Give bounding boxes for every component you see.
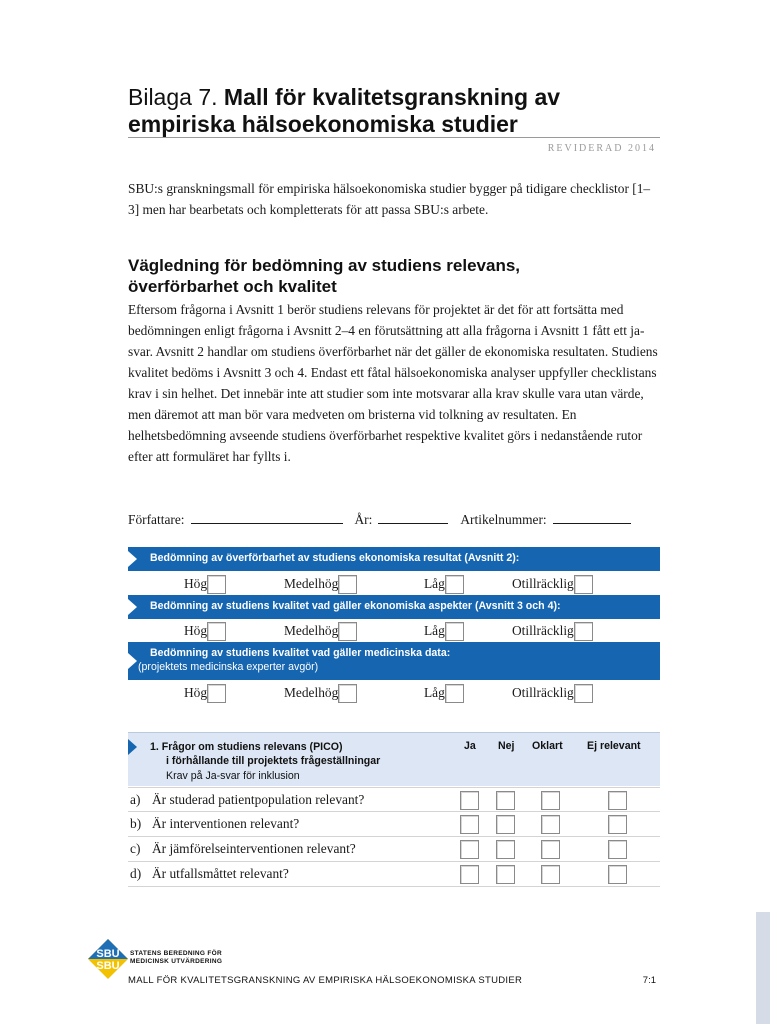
article-number-label: Artikelnummer:	[460, 512, 547, 527]
chevron-right-icon	[128, 595, 140, 619]
rating-checkbox-medium-high[interactable]	[338, 575, 357, 594]
rating-label-low: Låg	[424, 623, 445, 638]
chevron-right-icon	[128, 547, 140, 571]
rating-label-low: Låg	[424, 685, 445, 700]
year-label: År:	[354, 512, 373, 527]
section1-title-line2: i förhållande till projektets frågeställningar	[166, 755, 381, 767]
answer-checkbox-unclear[interactable]	[541, 815, 560, 834]
chevron-right-icon	[128, 733, 140, 761]
rating-checkbox-medium-high[interactable]	[338, 622, 357, 641]
author-label: Författare:	[128, 512, 185, 527]
chevron-right-icon	[128, 642, 140, 680]
side-tab	[756, 912, 770, 1024]
rating-label-medium-high: Medelhög	[284, 623, 339, 638]
rating-label-high: Hög	[184, 685, 208, 700]
sbu-logo	[87, 938, 129, 980]
assessment-title: Bedömning av studiens kvalitet vad gäller medicinska data:	[150, 647, 451, 659]
article-number-field[interactable]	[553, 512, 631, 524]
question-row-c	[128, 837, 660, 862]
answer-checkbox-unclear[interactable]	[541, 840, 560, 859]
answer-checkbox-unclear[interactable]	[541, 791, 560, 810]
rating-checkbox-high[interactable]	[207, 684, 226, 703]
rating-label-insufficient: Otillräcklig	[512, 576, 574, 591]
rating-checkbox-insufficient[interactable]	[574, 622, 593, 641]
year-field[interactable]	[378, 512, 448, 524]
intro-paragraph: SBU:s granskningsmall för empiriska hälsoekonomiska studier bygger på tidigare checklistor [1–3] men har bearbetats och kompletterats för att passa SBU:s arbete.	[128, 181, 651, 217]
logo-text-reflection: SBU	[96, 960, 120, 972]
answer-checkbox-no[interactable]	[496, 840, 515, 859]
question-text: Är studerad patientpopulation relevant?	[152, 792, 365, 807]
question-letter: b)	[130, 816, 142, 831]
section1-title	[150, 740, 380, 768]
section1-subtitle: Krav på Ja-svar för inklusion	[166, 770, 300, 782]
rating-row-medical-quality	[128, 681, 660, 707]
assessment-band-transferability	[128, 547, 660, 571]
answer-checkbox-not-relevant[interactable]	[608, 815, 627, 834]
footer-page-number: 7:1	[642, 975, 656, 986]
answer-checkbox-no[interactable]	[496, 791, 515, 810]
guidance-heading: Vägledning för bedömning av studiens relevans, överförbarhet och kvalitet	[128, 256, 521, 296]
logo-text: SBU	[96, 948, 120, 960]
rating-checkbox-high[interactable]	[207, 622, 226, 641]
answer-checkbox-unclear[interactable]	[541, 865, 560, 884]
section1-header	[128, 732, 660, 786]
answer-checkbox-yes[interactable]	[460, 840, 479, 859]
question-letter: c)	[130, 841, 141, 856]
answer-checkbox-yes[interactable]	[460, 815, 479, 834]
answer-checkbox-no[interactable]	[496, 815, 515, 834]
author-field[interactable]	[191, 512, 343, 524]
rating-checkbox-high[interactable]	[207, 575, 226, 594]
footer-org-line1: STATENS BEREDNING FÖR	[130, 950, 223, 957]
assessment-title: Bedömning av överförbarhet av studiens ekonomiska resultat (Avsnitt 2):	[150, 552, 520, 564]
rating-checkbox-insufficient[interactable]	[574, 575, 593, 594]
assessment-band-medical-quality	[128, 642, 660, 680]
rating-label-insufficient: Otillräcklig	[512, 623, 574, 638]
assessment-subtitle: (projektets medicinska experter avgör)	[138, 661, 319, 673]
title-prefix: Bilaga 7.	[128, 84, 218, 110]
column-header-yes: Ja	[464, 740, 476, 752]
rating-checkbox-low[interactable]	[445, 684, 464, 703]
question-text: Är interventionen relevant?	[152, 816, 300, 831]
rating-label-insufficient: Otillräcklig	[512, 685, 574, 700]
answer-checkbox-not-relevant[interactable]	[608, 791, 627, 810]
section1-title-line1: 1. Frågor om studiens relevans (PICO)	[150, 741, 343, 753]
rating-label-medium-high: Medelhög	[284, 685, 339, 700]
question-text: Är jämförelseinterventionen relevant?	[152, 841, 356, 856]
question-text: Är utfallsmåttet relevant?	[152, 866, 289, 881]
guidance-body: Eftersom frågorna i Avsnitt 1 berör studiens relevans för projektet är det för att fortsätta med bedömningen enligt frågorna i Avsnitt 2–4 en förutsättning att alla frågorna i Avsnitt 1 fått ett ja-svar. Avsnitt 2 handlar om studiens överförbarhet när det gäller de ekonomiska resultaten. Studiens kvalitet bedöms i Avsnitt 3 och 4. Endast ett fåtal hälsoekonomiska analyser uppfyller checklistans krav i sin helhet. Det innebär inte att studier som inte motsvarar alla krav skulle vara utan värde, men däremot att man bör vara medveten om bristerna vid tolkning av resultaten. En helhetsbedömning avseende studiens överförbarhet respektive kvalitet görs i nedanstående rutor efter att formuläret har fyllts i.	[128, 302, 658, 464]
author-row	[128, 512, 668, 528]
revised-label: REVIDERAD 2014	[547, 143, 656, 154]
footer-organization	[130, 950, 222, 966]
question-letter: d)	[130, 866, 142, 881]
question-letter: a)	[130, 792, 141, 807]
title-main: Mall för kvalitetsgranskning av empiriska hälsoekonomiska studier	[128, 84, 561, 137]
title-divider	[128, 137, 660, 138]
answer-checkbox-yes[interactable]	[460, 865, 479, 884]
rating-label-high: Hög	[184, 576, 208, 591]
footer-document-title: MALL FÖR KVALITETSGRANSKNING AV EMPIRISKA HÄLSOEKONOMISKA STUDIER	[128, 975, 523, 986]
rating-checkbox-low[interactable]	[445, 575, 464, 594]
footer-org-line2: MEDICINSK UTVÄRDERING	[130, 958, 223, 965]
rating-checkbox-insufficient[interactable]	[574, 684, 593, 703]
answer-checkbox-yes[interactable]	[460, 791, 479, 810]
rating-checkbox-low[interactable]	[445, 622, 464, 641]
assessment-band-economic-quality	[128, 595, 660, 619]
column-header-no: Nej	[498, 740, 515, 752]
answer-checkbox-not-relevant[interactable]	[608, 840, 627, 859]
column-header-not-relevant: Ej relevant	[587, 740, 641, 752]
answer-checkbox-not-relevant[interactable]	[608, 865, 627, 884]
question-row-b	[128, 812, 660, 837]
answer-checkbox-no[interactable]	[496, 865, 515, 884]
column-header-unclear: Oklart	[532, 740, 563, 752]
page-title	[128, 84, 668, 138]
rating-label-medium-high: Medelhög	[284, 576, 339, 591]
assessment-title: Bedömning av studiens kvalitet vad gäller ekonomiska aspekter (Avsnitt 3 och 4):	[150, 600, 561, 612]
question-row-d	[128, 862, 660, 887]
rating-label-low: Låg	[424, 576, 445, 591]
rating-checkbox-medium-high[interactable]	[338, 684, 357, 703]
question-row-a	[128, 787, 660, 812]
rating-label-high: Hög	[184, 623, 208, 638]
